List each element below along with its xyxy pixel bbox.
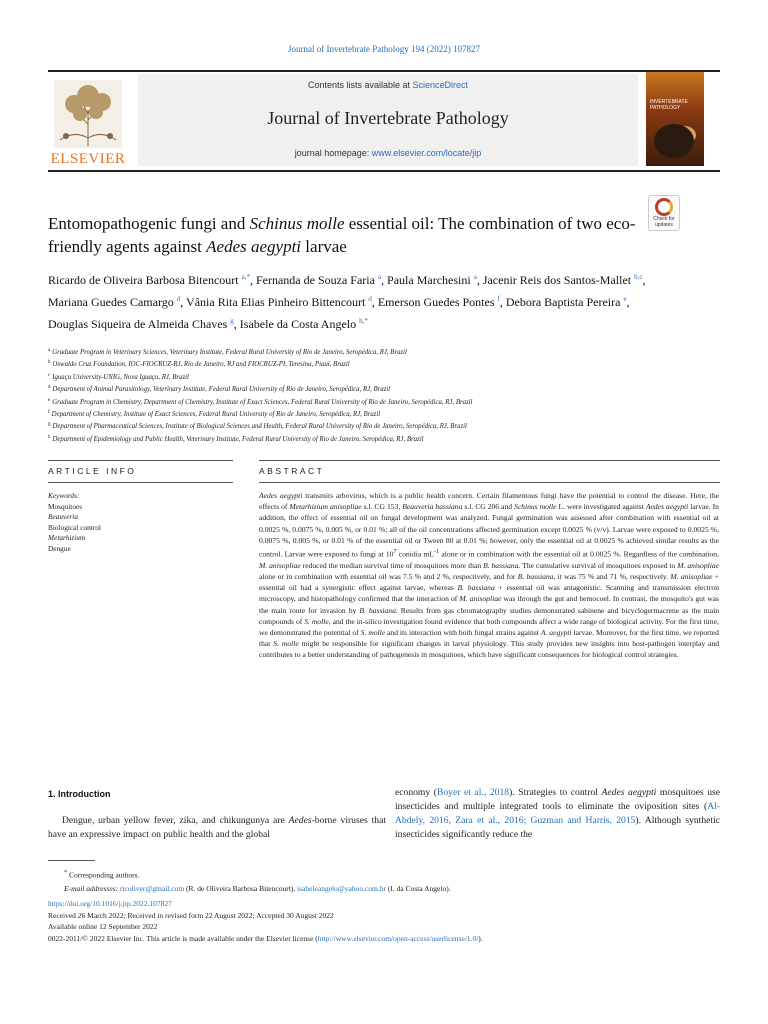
elsevier-tree-icon [54, 80, 122, 148]
author[interactable] [483, 273, 643, 287]
abstract-italic: B. bassiana [457, 583, 495, 593]
footnote-star: * [64, 869, 68, 876]
abstract-rule [259, 460, 720, 461]
author-affiliation-marker[interactable]: b,c [634, 273, 643, 281]
affiliation-key: e [48, 397, 51, 403]
article-info-rule [48, 460, 233, 461]
abstract-italic: Beauveria bassiana [402, 502, 463, 512]
abstract-span: alone or in combination with essential oil was 7.5 % and 2 %, respectively, and for [259, 571, 518, 581]
title-text-3: larvae [301, 237, 347, 256]
article-info-heading: ARTICLE INFO [48, 466, 137, 476]
affiliation-item [48, 346, 688, 358]
affiliation-item [48, 358, 688, 370]
abstract-span: conidia mL [396, 549, 434, 559]
abstract-span: . Results from gas chromatography studies demonstrated sabinene and bicyclogermacrene as the main compounds of [259, 605, 719, 626]
license-text: 0022-2011/© 2022 Elsevier Inc. This article is made available under the Elsevier license ( [48, 933, 318, 943]
abstract-span: alone or in combination with the essential oil at 0.0025 %. Regardless of the combination, [439, 549, 719, 559]
author-affiliation-marker[interactable]: a [473, 273, 477, 281]
abstract-italic: Aedes aegypti [259, 491, 303, 500]
intro-text: economy ( [395, 787, 437, 798]
author[interactable] [48, 273, 250, 287]
abstract-span: + essential oil was antagonistic. Scanning and transmission electron microscopy, and histopathology confirmed that the interaction of [259, 583, 719, 604]
intro-right-column [395, 786, 720, 842]
abstract-italic: B. bassiana [517, 571, 554, 581]
title-text-2: essential oil: The combination of two eco-friendly agents against [48, 214, 636, 256]
intro-text: mosquitoes use insecticides and multiple integrated tools to eliminate the oviposition sites ( [395, 787, 720, 812]
affiliation-item [48, 396, 688, 408]
abstract-italic: Schinus molle [514, 502, 557, 512]
abstract-italic: M. anisopliae [677, 560, 720, 570]
abstract-italic: A. aegypti [540, 627, 572, 637]
title-text-1: Entomopathogenic fungi and [48, 214, 250, 233]
running-head[interactable]: Journal of Invertebrate Pathology 194 (2022) 107827 [288, 44, 480, 54]
abstract-italic: B. bassiana [483, 560, 519, 570]
corresponding-note [48, 866, 728, 882]
abstract-span: reduced the median survival time of mosquitoes more than [300, 560, 484, 570]
author-affiliation-marker[interactable]: a [377, 273, 382, 281]
author[interactable] [48, 317, 234, 331]
license-text: ). [478, 933, 483, 943]
article-title [48, 212, 648, 258]
abstract-span: , it was 75 % and 71 %, respectively. [553, 571, 671, 581]
affiliation-key: f [48, 410, 50, 416]
author-name: Ricardo de Oliveira Barbosa Bitencourt [48, 273, 239, 287]
publication-info [48, 898, 728, 944]
contents-line [138, 80, 638, 90]
author-name: Vânia Rita Elias Pinheiro Bittencourt [186, 295, 366, 309]
citation-link[interactable]: Boyer et al., 2018 [436, 787, 510, 798]
author[interactable] [186, 295, 372, 309]
citation-link[interactable]: Al-Abdely, 2016, Zara et al., 2016; Guzman and Harris, 2015 [395, 801, 720, 826]
check-badge-text [649, 217, 679, 228]
license-link[interactable]: http://www.elsevier.com/open-access/userlicense/1.0/ [317, 933, 479, 943]
email-owner: (I. da Costa Angelo). [386, 883, 451, 893]
affiliation-text: Department of Epidemiology and Public Health, Veterinary Institute, Federal Rural University of Rio de Janeiro, Seropédica, RJ, Brazil [52, 435, 424, 443]
affiliation-key: a [48, 348, 51, 353]
abstract-italic: M. anisopliae [459, 594, 502, 604]
abstract-italic: M. anisopliae [670, 571, 713, 581]
abstract-sup: 7 [393, 548, 397, 556]
abstract-span: transmits arbovirus, which is a public health concern. Certain filamentous fungi have the potential to control the disease. Here, the effects of [259, 491, 719, 512]
author-affiliation-marker[interactable]: f [497, 295, 500, 303]
intro-text: ). Although synthetic insecticides significantly reduce the [395, 815, 720, 840]
cover-insect-image [654, 124, 694, 158]
affiliation-key: d [48, 385, 51, 391]
author-name: Debora Baptista Pereira [505, 295, 621, 309]
masthead-bottom-rule [48, 170, 720, 172]
keyword-item: Beauveria [48, 512, 78, 522]
abstract-text [259, 490, 719, 661]
intro-text: ). Strategies to control [509, 787, 602, 798]
footnotes [48, 866, 728, 895]
affiliation-item [48, 420, 688, 432]
check-badge-line1: Check for [653, 216, 675, 222]
author[interactable] [387, 273, 477, 287]
affiliation-text: Department of Animal Parasitology, Veterinary Institute, Federal Rural University of Rio de Janeiro, Seropédica, RJ, Brazil [52, 386, 391, 394]
author-affiliation-marker[interactable]: d [176, 295, 181, 303]
keyword-item: Mosquitoes [48, 501, 83, 511]
affiliation-item [48, 408, 688, 420]
check-badge-line2: updates [655, 221, 673, 228]
affiliation-item [48, 433, 688, 445]
email-note [48, 882, 728, 895]
abstract-span: L. were investigated against [556, 502, 646, 512]
introduction-heading: 1. Introduction [48, 789, 111, 799]
affiliation-text: Department of Chemistry, Institute of Exact Sciences, Federal Rural University of Rio de Janeiro, Seropédica, RJ, Brazil [51, 411, 381, 419]
author-list: Ricardo de Oliveira Barbosa Bitencourt $^{a,*}$, Fernanda de Souza Faria $^a$, Paula Marchesini $^a$, Jacenir Reis dos Santos-Mallet $^{b,c}$, Mariana Guedes Camargo $^d$, Vânia Rita Elias Pinheiro Bittencourt $^d$, Emerson Guedes Pontes $^f$, Debora Baptista Pereira $^e$, Douglas Siqueira de Almeida Chaves $^g$, Isabele da Costa Angelo $^{h,*}$ [48, 273, 646, 331]
affiliation-key: b [48, 360, 51, 366]
abstract-italic: S. molle [360, 627, 386, 637]
author-name: Douglas Siqueira de Almeida Chaves [48, 317, 228, 331]
abstract-italic: S. molle [304, 616, 329, 626]
author[interactable] [240, 317, 368, 331]
author-name: Fernanda de Souza Faria [255, 273, 375, 287]
keyword-item: Biological control [48, 522, 101, 532]
abstract-span: larvae. Moreover, for the first time, we reported that [259, 627, 719, 649]
email-owner: (R. de Oliveira Barbosa Bitencourt), [184, 883, 298, 893]
author-affiliation-marker[interactable]: a,* [241, 273, 250, 281]
keyword-item: Metarhizium [48, 533, 86, 543]
author-name: Paula Marchesini [387, 273, 471, 287]
abstract-span: and its interaction with both fungal strains against [385, 627, 541, 637]
affiliation-key: g [48, 422, 51, 428]
affiliation-item [48, 371, 688, 383]
journal-masthead [48, 70, 720, 170]
abstract-italic: M. anisopliae [259, 560, 301, 570]
email-link[interactable]: ricoliver@gmail.com [119, 883, 185, 893]
abstract-span: , and the in-silico investigation found evidence that both compounds affect a wide range of biological activity. For the first time, we demonstrated the potential of [259, 616, 719, 637]
keyword-item: Dengue [48, 543, 71, 553]
author[interactable] [506, 295, 627, 309]
author[interactable] [378, 295, 500, 309]
homepage-prefix: journal homepage: [294, 148, 372, 158]
affiliation-text: Oswaldo Cruz Foundation, IOC-FIOCRUZ-RJ, Rio de Janeiro, RJ and FIOCRUZ-PI, Teresina, Piauí, Brazil [52, 361, 350, 369]
author-name: Isabele da Costa Angelo [239, 317, 357, 331]
author-name: Mariana Guedes Camargo [48, 295, 174, 309]
affiliation-key: h [48, 434, 51, 440]
affiliation-list [48, 346, 688, 445]
abstract-span: s.l. CG 153, [361, 502, 403, 512]
author-affiliation-marker[interactable]: g [230, 317, 234, 325]
abstract-italic: Metarhizium anisopliae [289, 502, 362, 512]
masthead-top-rule [48, 70, 720, 72]
cover-title: INVERTEBRATE PATHOLOGY [650, 99, 688, 111]
sciencedirect-link[interactable]: ScienceDirect [412, 80, 469, 90]
homepage-link[interactable]: www.elsevier.com/locate/jip [371, 148, 482, 158]
check-updates-icon [655, 198, 673, 216]
abstract-italic: S. molle [273, 639, 299, 649]
contents-prefix: Contents lists available at [307, 80, 413, 90]
abstract-italic: B. bassiana [359, 605, 396, 615]
intro-text: Dengue, urban yellow fever, zika, and chikungunya are [62, 815, 289, 826]
author-affiliation-marker[interactable]: e [623, 295, 627, 303]
title-italic-1: Schinus molle [249, 214, 345, 233]
email-label: E-mail addresses: [64, 883, 119, 893]
author-affiliation-marker[interactable]: h,* [359, 317, 368, 325]
corresponding-text: Corresponding authors. [69, 870, 140, 880]
intro-italic: Aedes aegypti [601, 787, 657, 798]
abstract-sup: -1 [433, 548, 440, 556]
abstract-rule-bottom [259, 482, 720, 483]
abstract-span: + essential oil had a synergistic effect against larvae, whereas [259, 571, 720, 593]
abstract-span: . The cumulative survival of mosquitoes exposed to [518, 560, 678, 570]
elsevier-wordmark: ELSEVIER [50, 151, 126, 167]
keywords-label: Keywords: [48, 491, 80, 500]
abstract-span: was through the gut and hemocoel. In contrast, the mosquito's gut was the main route for invasion by [259, 594, 719, 615]
intro-left-column [48, 814, 386, 842]
journal-title: Journal of Invertebrate Pathology [267, 108, 509, 128]
author[interactable] [256, 273, 381, 287]
available-online: Available online 12 September 2022 [48, 922, 158, 932]
license-line [48, 933, 728, 945]
journal-cover-thumbnail[interactable] [646, 72, 704, 166]
abstract-span: s.l. CG 206 and [462, 502, 515, 512]
abstract-heading: ABSTRACT [259, 466, 325, 476]
intro-text: -borne viruses that have an expressive impact on public health and the global [48, 815, 386, 840]
abstract-span: larvae. In addition, the effect of essential oil on fungal development was analyzed. Fungal germination was assessed after combination with essential oil at 0.0025 %, 0.0075 %, 0.005 %, or 0.01 %; all of the oil concentrations affected germination except 0.0025 % (v/v). Larvae were exposed to 0.0025 %, 0.0075 %, 0.005 %, or 0.01 % of the essential oil or Tween 80 at 0.01 %; however, only the essential oil at 0.0025 % achieved similar results as the control. Larvae were exposed to fungi at 10 [259, 502, 719, 559]
affiliation-text: Graduate Program in Chemistry, Department of Chemistry, Institute of Exact Sciences, Federal Rural University of Rio de Janeiro, Seropédica, RJ, Brazil [52, 398, 473, 406]
article-info-rule-bottom [48, 482, 233, 483]
author-affiliation-marker[interactable]: d [368, 295, 372, 303]
affiliation-item [48, 383, 688, 395]
affiliation-text: Iguaçu University-UNIG, Nova Iguaçu, RJ, Brazil [52, 373, 189, 381]
title-italic-2: Aedes aegypti [206, 237, 302, 256]
footnote-rule [48, 860, 95, 861]
author[interactable] [48, 295, 180, 309]
keywords-block [48, 491, 228, 555]
email-link[interactable]: isabeleangelo@yahoo.com.br [297, 883, 387, 893]
affiliation-text: Department of Pharmaceutical Sciences, Institute of Biological Sciences and Health, Federal Rural University of Rio de Janeiro, Seropédica, RJ, Brazil [52, 423, 467, 431]
publisher-logo[interactable] [48, 78, 128, 168]
check-for-updates-badge[interactable] [648, 195, 680, 231]
intro-italic: Aedes [288, 815, 312, 826]
abstract-italic: Aedes aegypti [645, 502, 689, 512]
abstract-span: might be responsible for significant changes in larval physiology. This study provides new insights into host-pathogen interplay and contributes to a better understanding of pathogenesis in mosquitoes, which have significant consequences for biological control strategies. [259, 639, 720, 660]
doi-link[interactable]: https://doi.org/10.1016/j.jip.2022.107827 [48, 899, 172, 908]
received-dates: Received 26 March 2022; Received in revised form 22 August 2022; Accepted 30 August 2022 [48, 910, 334, 920]
author-name: Emerson Guedes Pontes [377, 295, 495, 309]
author-name: Jacenir Reis dos Santos-Mallet [482, 273, 632, 287]
masthead-center [138, 74, 638, 166]
affiliation-key: c [48, 372, 51, 378]
affiliation-text: Graduate Program in Veterinary Sciences, Veterinary Institute, Federal Rural University of Rio de Janeiro, Seropédica, RJ, Brazil [52, 349, 407, 356]
homepage-line [138, 148, 638, 158]
